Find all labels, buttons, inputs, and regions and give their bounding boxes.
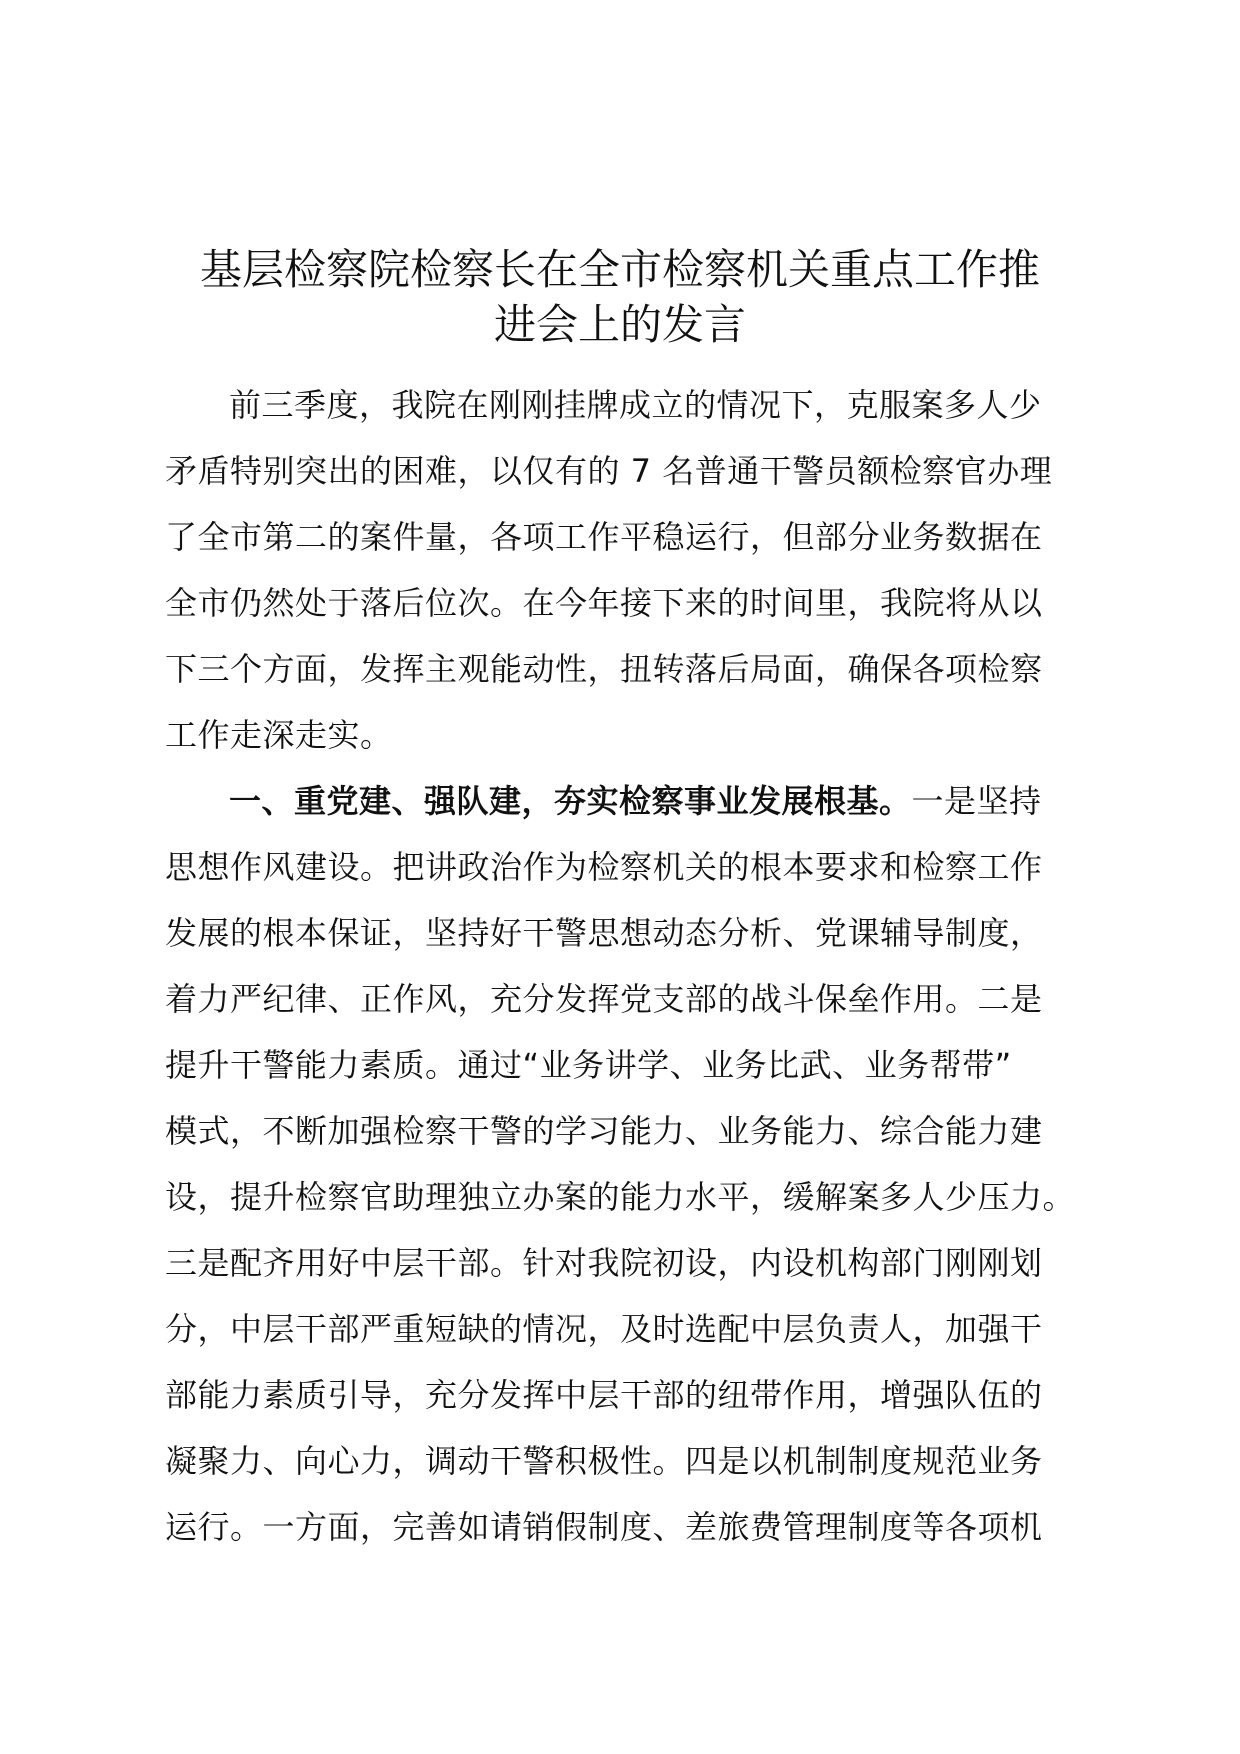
paragraph-2-line: 提升干警能力素质。通过“业务讲学、业务比武、业务帮带” xyxy=(165,1046,1012,1084)
document-body xyxy=(165,372,1105,1560)
section-heading: 一、重党建、强队建，夯实检察事业发展根基。 xyxy=(229,782,912,820)
paragraph-1-line: 矛盾特别突出的困难，以仅有的 7 名普通干警员额检察官办理 xyxy=(165,452,1053,490)
paragraph-1-line: 下三个方面，发挥主观能动性，扭转落后局面，确保各项检察 xyxy=(165,650,1043,688)
paragraph-2-line: 部能力素质引导，充分发挥中层干部的纽带作用，增强队伍的 xyxy=(165,1376,1043,1414)
paragraph-2-line: 设，提升检察官助理独立办案的能力水平，缓解案多人少压力。 xyxy=(165,1178,1076,1216)
paragraph-2-line: 运行。一方面，完善如请销假制度、差旅费管理制度等各项机 xyxy=(165,1508,1043,1546)
paragraph-1-line: 全市仍然处于落后位次。在今年接下来的时间里，我院将从以 xyxy=(165,584,1043,622)
paragraph-2-first-line xyxy=(165,768,1105,834)
paragraph-2-line: 着力严纪律、正作风，充分发挥党支部的战斗保垒作用。二是 xyxy=(165,980,1043,1018)
paragraph-2-line: 三是配齐用好中层干部。针对我院初设，内设机构部门刚刚划 xyxy=(165,1244,1043,1282)
document-title xyxy=(150,242,1090,352)
paragraph-2-first-line-text: 一是坚持 xyxy=(911,782,1042,820)
paragraph-2-line: 发展的根本保证，坚持好干警思想动态分析、党课辅导制度， xyxy=(165,914,1043,952)
paragraph-2-line: 模式，不断加强检察干警的学习能力、业务能力、综合能力建 xyxy=(165,1112,1043,1150)
title-line-1: 基层检察院检察长在全市检察机关重点工作推 xyxy=(199,245,1040,294)
paragraph-1-line: 了全市第二的案件量，各项工作平稳运行，但部分业务数据在 xyxy=(165,518,1043,556)
paragraph-2-line: 思想作风建设。把讲政治作为检察机关的根本要求和检察工作 xyxy=(165,848,1043,886)
title-line-2: 进会上的发言 xyxy=(493,300,746,349)
paragraph-1-line: 工作走深走实。 xyxy=(165,716,393,754)
paragraph-2-line: 凝聚力、向心力，调动干警积极性。四是以机制制度规范业务 xyxy=(165,1442,1043,1480)
paragraph-2-line: 分，中层干部严重短缺的情况，及时选配中层负责人，加强干 xyxy=(165,1310,1043,1348)
paragraph-1-line: 前三季度，我院在刚刚挂牌成立的情况下，克服案多人少 xyxy=(229,386,1042,424)
